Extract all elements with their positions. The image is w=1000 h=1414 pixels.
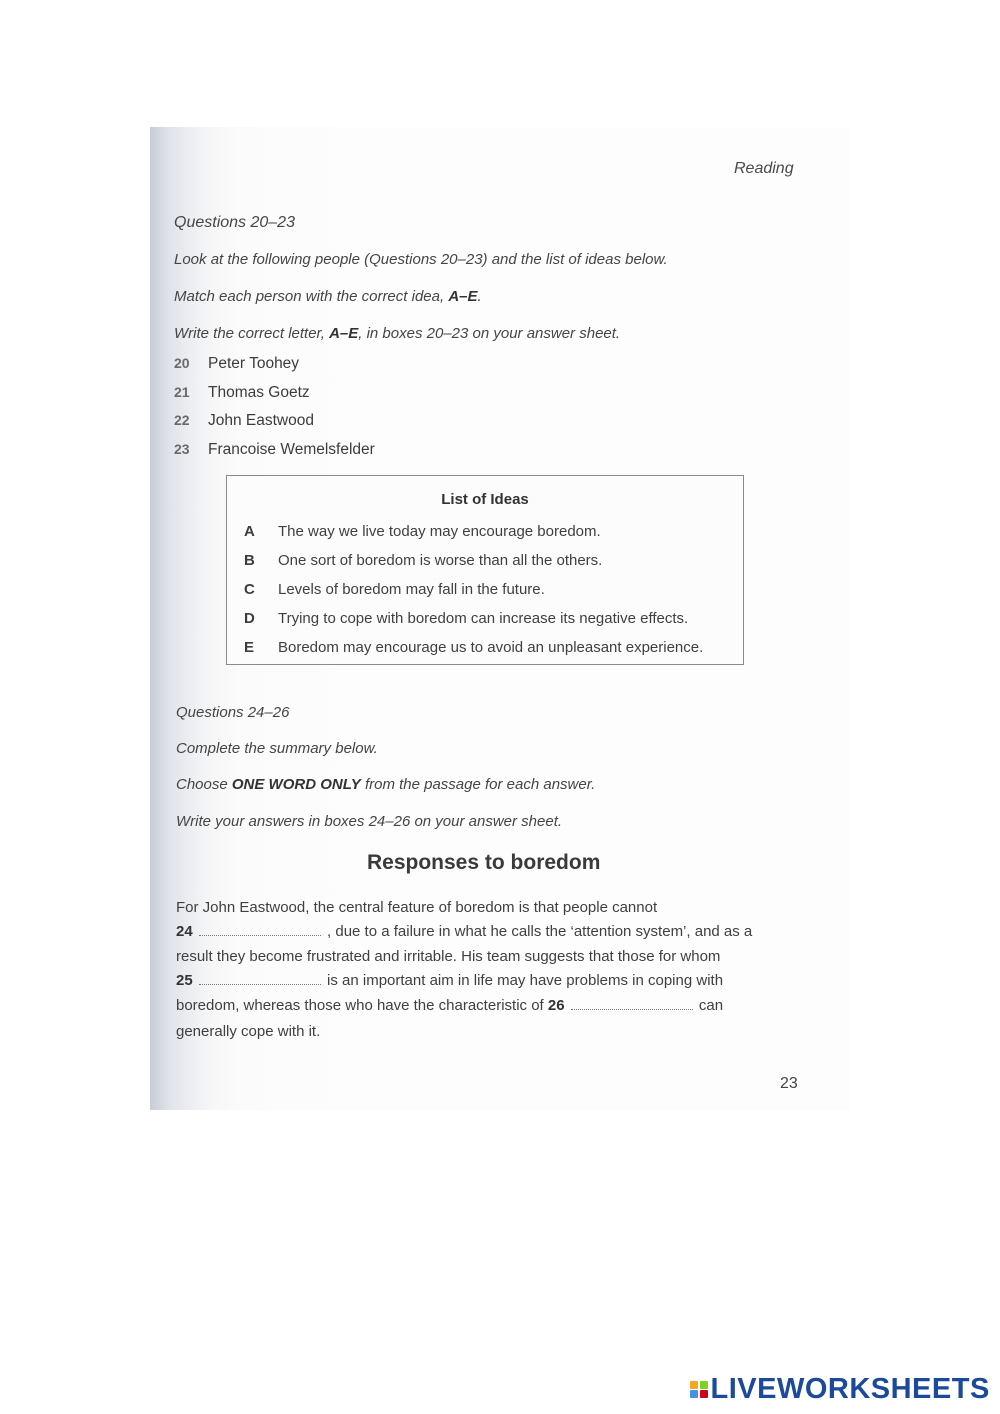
question-number: 20	[174, 355, 190, 371]
answer-gap-26[interactable]	[571, 999, 693, 1010]
instruction-write-answers: Write your answers in boxes 24–26 on your answer sheet.	[176, 813, 563, 830]
idea-row	[244, 610, 688, 628]
summary-line-6: generally cope with it.	[176, 1023, 321, 1040]
idea-text: Levels of boredom may fall in the future.	[278, 581, 545, 598]
page-number: 23	[780, 1075, 798, 1092]
person-row	[174, 355, 299, 373]
idea-text: Boredom may encourage us to avoid an unpleasant experience.	[278, 639, 704, 656]
questions-24-26-heading: Questions 24–26	[176, 704, 290, 721]
idea-letter: A	[244, 523, 255, 540]
liveworksheets-wordmark: LIVEWORKSHEETS	[710, 1373, 990, 1405]
idea-text: One sort of boredom is worse than all the others.	[278, 552, 603, 569]
list-of-ideas-title: List of Ideas	[441, 491, 529, 508]
questions-20-23-heading: Questions 20–23	[174, 214, 295, 231]
instruction-match: Match each person with the correct idea, A–E.	[174, 288, 482, 305]
liveworksheets-brand	[690, 1373, 990, 1406]
question-number: 22	[174, 412, 190, 428]
section-header: Reading	[734, 160, 794, 177]
idea-letter: B	[244, 552, 255, 569]
liveworksheets-logo-icon	[690, 1381, 708, 1399]
summary-line-1: For John Eastwood, the central feature of boredom is that people cannot	[176, 899, 658, 916]
instruction-look: Look at the following people (Questions 20–23) and the list of ideas below.	[174, 251, 668, 268]
question-number: 23	[174, 441, 190, 457]
person-name: Peter Toohey	[208, 355, 300, 372]
person-row	[174, 441, 375, 459]
person-name: Francoise Wemelsfelder	[208, 441, 375, 458]
instruction-write: Write the correct letter, A–E, in boxes 20–23 on your answer sheet.	[174, 325, 621, 342]
instruction-choose: Choose ONE WORD ONLY from the passage for each answer.	[176, 776, 596, 793]
question-number: 21	[174, 384, 190, 400]
idea-row	[244, 639, 703, 657]
summary-line-4: 25 is an important aim in life may have problems in coping with	[176, 972, 724, 989]
person-name: Thomas Goetz	[208, 384, 310, 401]
gap-number-25: 25	[176, 972, 193, 989]
summary-line-5: boredom, whereas those who have the characteristic of 26 can	[176, 997, 724, 1014]
idea-letter: D	[244, 610, 255, 627]
idea-row	[244, 581, 545, 599]
person-row	[174, 384, 310, 402]
person-name: John Eastwood	[208, 412, 314, 429]
idea-letter: C	[244, 581, 255, 598]
list-of-ideas-box	[226, 475, 744, 665]
idea-text: The way we live today may encourage boredom.	[278, 523, 601, 540]
instruction-complete: Complete the summary below.	[176, 740, 378, 757]
answer-gap-25[interactable]	[199, 974, 321, 985]
idea-row	[244, 552, 602, 570]
summary-line-3: result they become frustrated and irritable. His team suggests that those for whom	[176, 948, 721, 965]
person-row	[174, 412, 314, 430]
idea-row	[244, 523, 601, 541]
gap-number-24: 24	[176, 923, 193, 940]
answer-gap-24[interactable]	[199, 925, 321, 936]
summary-title: Responses to boredom	[367, 851, 601, 874]
gap-number-26: 26	[547, 997, 565, 1014]
summary-line-2: 24 , due to a failure in what he calls the ‘attention system’, and as a	[176, 923, 753, 940]
idea-letter: E	[244, 639, 255, 656]
idea-text: Trying to cope with boredom can increase its negative effects.	[278, 610, 689, 627]
